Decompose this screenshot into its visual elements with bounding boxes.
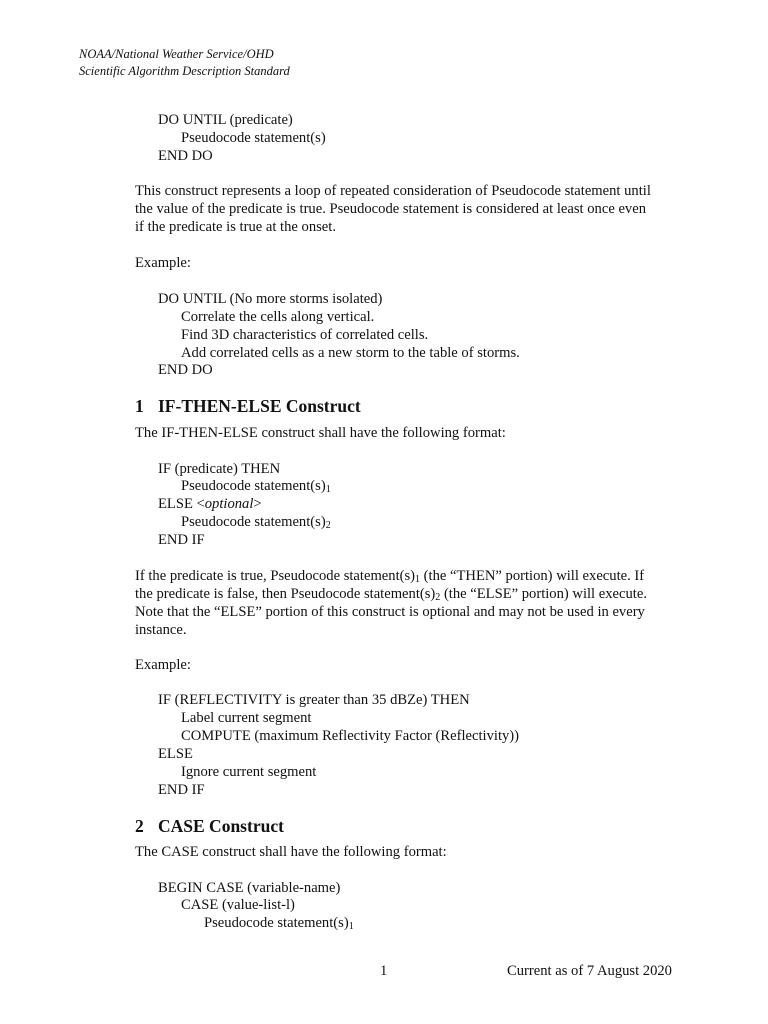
case-syntax-line: BEGIN CASE (variable-name) [158,880,341,896]
section-number: 1 [135,396,144,416]
section-title: IF-THEN-ELSE Construct [158,396,361,416]
if-example-line: Label current segment [181,710,312,726]
example-label: Example: [135,657,191,673]
do-until-example-line: DO UNTIL (No more storms isolated) [158,291,383,307]
section-heading-case [135,815,284,837]
section-number: 2 [135,816,144,836]
section-intro: The CASE construct shall have the following format: [135,844,447,860]
if-syntax-line: END IF [158,532,205,548]
if-syntax-line: Pseudocode $statement(s)_1$ [181,478,331,495]
if-example-line: Ignore current segment [181,764,317,780]
case-syntax-line: Pseudocode $statement(s)_1$ [204,915,354,932]
do-until-example-line: Correlate the cells along vertical. [181,309,375,325]
if-syntax-line: ELSE <optional> [158,496,262,512]
example-label: Example: [135,255,191,271]
if-example-line: END IF [158,782,205,798]
if-syntax-line: IF (predicate) THEN [158,461,281,477]
do-until-example-line: END DO [158,362,213,378]
section-heading-if-then-else [135,395,361,417]
if-description-line: instance. [135,622,187,638]
if-description-line: Note that the “ELSE” portion of this construct is optional and may not be used in every [135,604,645,620]
header-agency: NOAA/National Weather Service/OHD [79,47,274,61]
do-until-example-line: Find 3D characteristics of correlated cells. [181,327,429,343]
if-description-line: the predicate is false, then Pseudocode $statement(s)_2$ (the “ELSE” portion) will execute. [135,586,647,603]
case-syntax-line: CASE (value-list-l) [181,897,295,913]
do-until-syntax-line: Pseudocode statement(s) [181,130,326,146]
currency-date: Current as of 7 August 2020 [507,963,672,979]
if-example-line: ELSE [158,746,193,762]
section-title: CASE Construct [158,816,284,836]
do-until-description-line: if the predicate is true at the onset. [135,219,336,235]
if-example-line: COMPUTE (maximum Reflectivity Factor (Reflectivity)) [181,728,520,744]
if-example-line: IF (REFLECTIVITY is greater than 35 dBZe) THEN [158,692,470,708]
if-description-line: If the predicate is true, Pseudocode $statement(s)_1$ (the “THEN” portion) will execute. If [135,568,645,585]
page-number: 1 [380,963,388,979]
do-until-syntax-line: END DO [158,148,213,164]
section-intro: The IF-THEN-ELSE construct shall have the following format: [135,425,506,441]
if-syntax-line: Pseudocode $statement(s)_2$ [181,514,331,531]
do-until-example-line: Add correlated cells as a new storm to the table of storms. [181,345,520,361]
header-standard: Scientific Algorithm Description Standard [79,64,290,78]
do-until-description-line: This construct represents a loop of repeated consideration of Pseudocode statement until [135,183,651,199]
do-until-description-line: the value of the predicate is true. Pseudocode statement is considered at least once even [135,201,646,217]
do-until-syntax-line: DO UNTIL (predicate) [158,112,293,128]
